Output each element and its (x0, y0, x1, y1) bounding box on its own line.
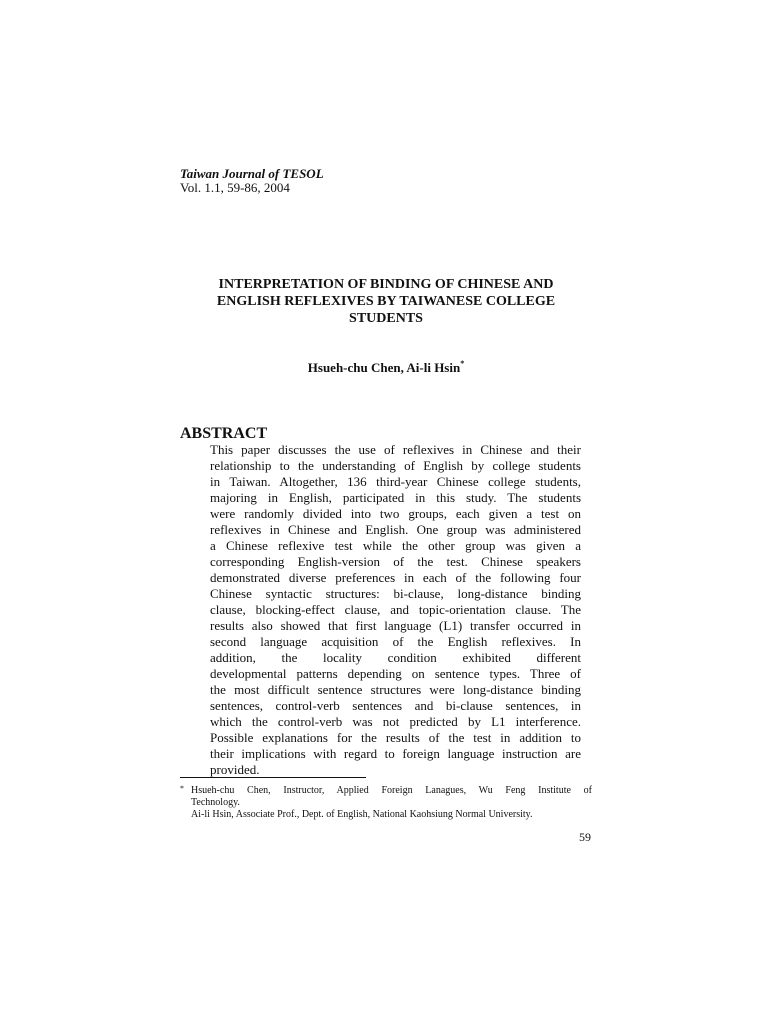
abstract-line: Possible explanations for the results of the test in addition to (210, 730, 581, 745)
abstract-line: a Chinese reflexive test while the other group was given a (210, 538, 581, 553)
paper-title (180, 276, 592, 327)
title-line: INTERPRETATION OF BINDING OF CHINESE AND (218, 277, 554, 292)
abstract-line: clause, blocking-effect clause, and topic-orientation clause. The (210, 602, 581, 617)
footnote-line: Hsueh-chu Chen, Instructor, Applied Foreign Lanagues, Wu Feng Institute of (191, 785, 592, 796)
abstract-line: which the control-verb was not predicted by L1 interference. (210, 714, 581, 729)
abstract-line: relationship to the understanding of English by college students (210, 458, 581, 473)
abstract-line: addition, the locality condition exhibited different (210, 650, 581, 665)
abstract-line: were randomly divided into two groups, each given a test on (210, 506, 581, 521)
footnote-divider (180, 777, 366, 778)
footnote-marker: * (180, 784, 184, 793)
abstract-line: demonstrated diverse preferences in each of the following four (210, 570, 581, 585)
abstract-line: reflexives in Chinese and English. One group was administered (210, 522, 581, 537)
footnote (180, 785, 592, 821)
abstract-line: developmental patterns depending on sentence types. Three of (210, 666, 581, 681)
abstract-line: This paper discusses the use of reflexives in Chinese and their (210, 442, 581, 457)
abstract-heading: ABSTRACT (180, 425, 268, 442)
abstract-line: corresponding English-version of the test. Chinese speakers (210, 554, 581, 569)
abstract-line: Chinese syntactic structures: bi-clause, long-distance binding (210, 586, 581, 601)
abstract-line: results also showed that first language (L1) transfer occurred in (210, 618, 581, 633)
page-number: 59 (579, 830, 591, 844)
abstract-line: second language acquisition of the English reflexives. In (210, 634, 581, 649)
abstract-line: sentences, control-verb sentences and bi-clause sentences, in (210, 698, 581, 713)
footnote-line: Ai-li Hsin, Associate Prof., Dept. of English, National Kaohsiung Normal University. (191, 809, 533, 820)
abstract-line: provided. (210, 762, 260, 777)
abstract-line: majoring in English, participated in this study. The students (210, 490, 581, 505)
author-names: Hsueh-chu Chen, Ai-li Hsin (307, 360, 461, 375)
journal-name: Taiwan Journal of TESOL (180, 166, 324, 181)
journal-volume-info: Vol. 1.1, 59-86, 2004 (180, 180, 290, 195)
abstract-line: their implications with regard to foreign language instruction are (210, 746, 581, 761)
title-line: ENGLISH REFLEXIVES BY TAIWANESE COLLEGE (216, 294, 556, 309)
footnote-line: Technology. (191, 797, 240, 808)
author-footnote-marker: * (460, 358, 465, 368)
abstract-line: the most difficult sentence structures were long-distance binding (210, 682, 581, 697)
abstract-body (210, 442, 581, 778)
abstract-line: in Taiwan. Altogether, 136 third-year Chinese college students, (210, 474, 581, 489)
author-line (180, 360, 592, 375)
title-line: STUDENTS (349, 311, 423, 326)
